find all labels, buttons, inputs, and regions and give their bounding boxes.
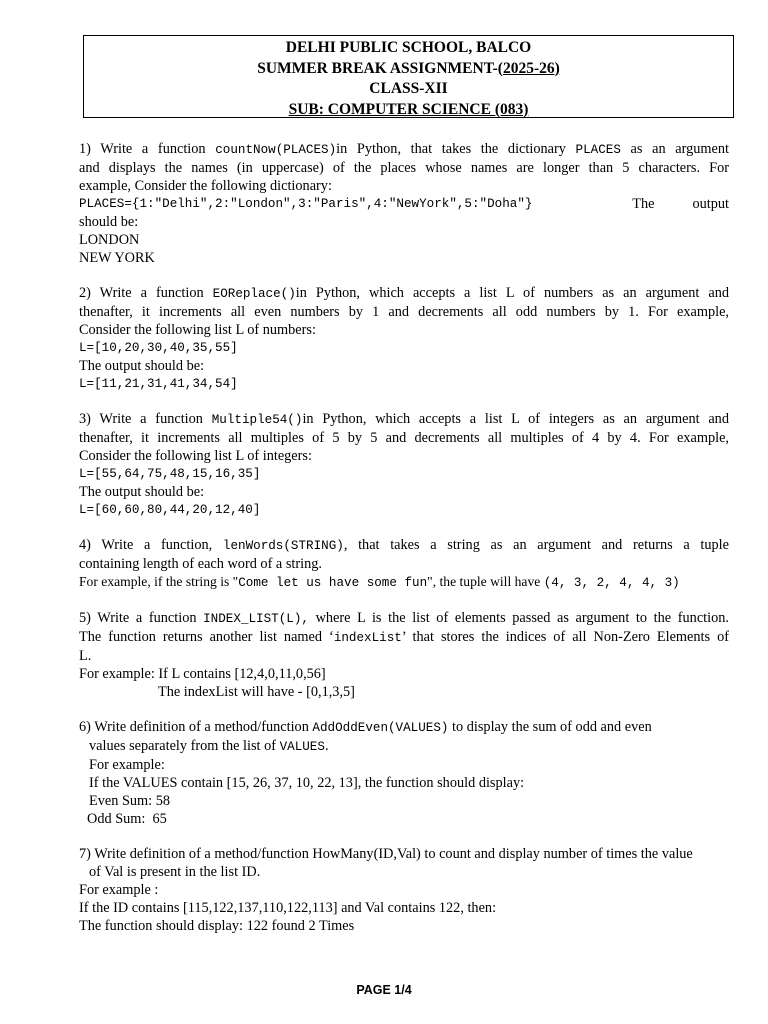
q7-line4: If the ID contains [115,122,137,110,122,113] and Val contains 122, then: (79, 900, 497, 916)
code-places-dict: PLACES={1:"Delhi",2:"London",3:"Paris",4:"NewYork",5:"Doha"} (79, 197, 533, 211)
q3-line2: thenafter, it increments all multiples of 5 by 5 and decrements all multiples of 4 by 4. For example, (79, 430, 729, 446)
question-3 (79, 410, 729, 519)
q6-line1: 6) Write definition of a method/function AddOddEven(VALUES) to display the sum of odd and even (79, 719, 652, 735)
code-index-list: INDEX_LIST(L), (203, 612, 309, 626)
questions-body (79, 140, 729, 952)
code-example-string: Come let us have some fun (238, 576, 428, 590)
q3-line3: Consider the following list L of integers: (79, 448, 312, 464)
q7-line3: For example : (79, 882, 159, 898)
q5-line3: L. (79, 648, 92, 664)
question-4 (79, 536, 729, 592)
q6-even-sum: Even Sum: 58 (89, 793, 171, 809)
q7-line1: 7) Write definition of a method/function HowMany(ID,Val) to count and display number of times the value (79, 846, 693, 862)
question-2 (79, 284, 729, 393)
code-values: VALUES (279, 740, 325, 754)
q1-line5: should be: (79, 214, 139, 230)
code-eoreplace: EOReplace() (212, 287, 296, 301)
q3-output: L=[60,60,80,44,20,12,40] (79, 503, 261, 517)
assignment-prefix: SUMMER BREAK ASSIGNMENT- (257, 59, 498, 77)
q3-output-label: The output should be: (79, 484, 205, 500)
q6-line4: If the VALUES contain [15, 26, 37, 10, 22, 13], the function should display: (89, 775, 525, 791)
q6-line3: For example: (89, 757, 165, 773)
session-year: (2025-26) (497, 59, 560, 77)
q2-input: L=[10,20,30,40,35,55] (79, 341, 238, 355)
q5-line4: For example: If L contains [12,4,0,11,0,56] (79, 666, 326, 682)
q1-line3: example, Consider the following dictionary: (79, 178, 332, 194)
question-6 (79, 718, 729, 828)
q1-output-2: NEW YORK (79, 250, 155, 266)
q7-line2: of Val is present in the list ID. (89, 864, 261, 880)
q5-line2: The function returns another list named ‘indexList’ that stores the indices of all Non-Zero Elements of (79, 629, 729, 645)
q1-line2: and displays the names (in uppercase) of the places whose names are longer than 5 characters. For (79, 160, 729, 176)
assignment-header (83, 35, 734, 118)
q2-line3: Consider the following list L of numbers: (79, 322, 316, 338)
question-7 (79, 845, 729, 935)
code-multiple54: Multiple54() (211, 413, 303, 427)
q1-output-1: LONDON (79, 232, 140, 248)
q2-line2: thenafter, it increments all even numbers by 1 and decrements all odd numbers by 1. For example, (79, 304, 729, 320)
class-label: CLASS-XII (369, 80, 448, 98)
code-countnow: countNow(PLACES) (215, 143, 337, 157)
q7-line5: The function should display: 122 found 2 Times (79, 918, 355, 934)
q4-example: For example, if the string is "Come let us have some fun", the tuple will have (4, 3, 2, 4, 4, 3) (79, 574, 680, 590)
question-5 (79, 609, 729, 701)
q5-line1: 5) Write a function INDEX_LIST(L), where L is the list of elements passed as argument to the function. (79, 610, 729, 626)
subject-label: SUB: COMPUTER SCIENCE (083) (288, 100, 529, 118)
question-1 (79, 140, 729, 267)
q5-line5: The indexList will have - [0,1,3,5] (158, 684, 355, 700)
q6-odd-sum: Odd Sum: 65 (87, 811, 167, 827)
q1-line1: 1) Write a function countNow(PLACES)in Python, that takes the dictionary PLACES as an argument (79, 141, 730, 157)
q4-line2: containing length of each word of a string. (79, 556, 322, 572)
q4-line1: 4) Write a function, lenWords(STRING), that takes a string as an argument and returns a tuple (79, 537, 729, 553)
q2-output-label: The output should be: (79, 358, 205, 374)
code-lenwords: lenWords(STRING) (222, 539, 344, 553)
school-name: DELHI PUBLIC SCHOOL, BALCO (285, 39, 532, 56)
code-example-tuple: (4, 3, 2, 4, 4, 3) (543, 576, 680, 590)
code-places: PLACES (575, 143, 621, 157)
q6-line2: values separately from the list of VALUES. (89, 738, 329, 754)
q3-line1: 3) Write a function Multiple54()in Python, which accepts a list L of integers as an argument and (79, 411, 729, 427)
q3-input: L=[55,64,75,48,15,16,35] (79, 467, 261, 481)
page-number: PAGE 1/4 (356, 983, 412, 997)
assignment-title (84, 59, 733, 80)
code-indexlist: indexList (333, 631, 402, 645)
code-addoddeven: AddOddEven(VALUES) (312, 721, 449, 735)
q2-line1: 2) Write a function EOReplace()in Python, which accepts a list L of numbers as an argument and (79, 285, 729, 301)
q1-dict-line: PLACES={1:"Delhi",2:"London",3:"Paris",4:"NewYork",5:"Doha"} The output (79, 196, 729, 212)
q2-output: L=[11,21,31,41,34,54] (79, 377, 238, 391)
